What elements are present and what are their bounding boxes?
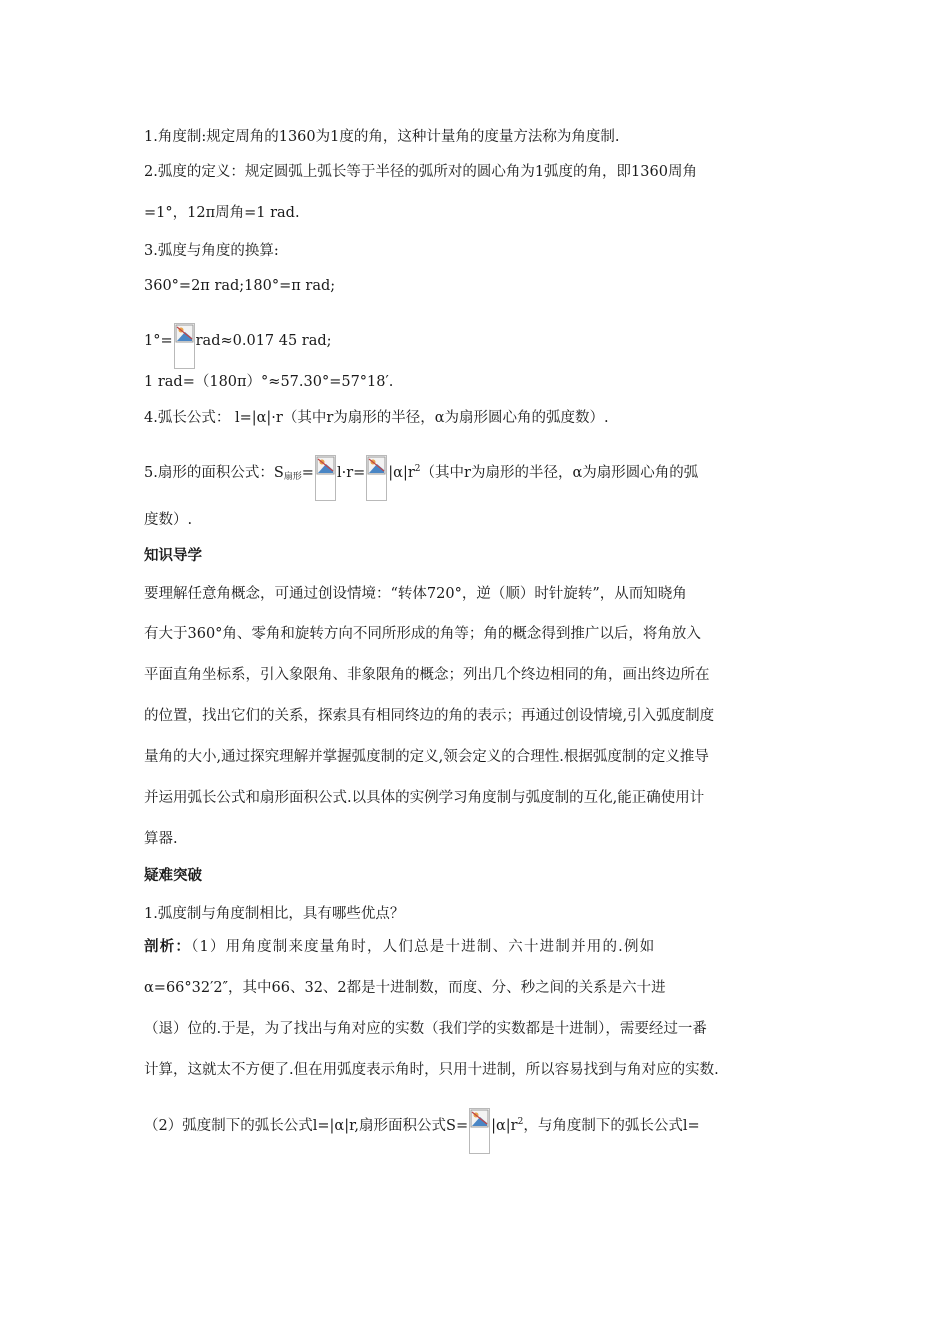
broken-image-icon (174, 323, 195, 369)
one-degree-value: rad≈0.017 45 rad; (195, 333, 332, 349)
knowledge-paragraph-line: 的位置，找出它们的关系，探索具有相同终边的角的表示；再通过创设情境,引入弧度制度 (144, 708, 715, 724)
conversion-formula-2 (144, 323, 812, 369)
analysis-label: 剖析： (144, 939, 192, 955)
sector-lr: l·r= (336, 465, 366, 481)
analysis-paragraph-line: α=66°32′2″，其中66、32、2都是十进制数，而度、分、秒之间的关系是六十进 (144, 980, 666, 996)
one-degree-label: 1°= (144, 333, 173, 349)
one-radian-formula: 1 rad=（180π）°≈57.30°=57°18′. (144, 374, 394, 390)
knowledge-paragraph-line: 算器. (144, 831, 178, 847)
analysis-paragraph-line: （退）位的.于是，为了找出与角对应的实数（我们学的实数都是十进制），需要经过一番 (144, 1021, 707, 1037)
section-heading-knowledge: 知识导学 (144, 548, 202, 564)
knowledge-paragraph-line: 平面直角坐标系，引入象限角、非象限角的概念；列出几个终边相同的角，画出终边所在 (144, 667, 710, 683)
formula-compare-text: ，与角度制下的弧长公式l= (523, 1118, 700, 1134)
knowledge-paragraph-line: 并运用弧长公式和扇形面积公式.以具体的实例学习角度制与弧度制的互化,能正确使用计 (144, 790, 705, 806)
conversion-formula-1: 360°=2π rad;180°=π rad; (144, 278, 336, 294)
sector-alpha-r: |α|r (388, 465, 415, 481)
broken-image-icon (469, 1108, 490, 1154)
broken-image-icon (315, 455, 336, 501)
conversion-heading: 3.弧度与角度的换算: (144, 243, 279, 259)
analysis-text: （1）用角度制来度量角时，人们总是十进制、六十进制并用的.例如 (191, 939, 656, 955)
broken-image-icon (366, 455, 387, 501)
equals-sign: = (301, 465, 314, 481)
sector-explanation-cont: 度数）. (144, 512, 193, 528)
formula-text: （2）弧度制下的弧长公式l=|α|r,扇形面积公式S= (144, 1118, 469, 1134)
knowledge-paragraph-line: 量角的大小,通过探究理解并掌握弧度制的定义,领会定义的合理性.根据弧度制的定义推导 (144, 749, 709, 765)
knowledge-paragraph-line: 有大于360°角、零角和旋转方向不同所形成的角等；角的概念得到推广以后，将角放入 (144, 626, 701, 642)
question-1: 1.弧度制与角度制相比，具有哪些优点？ (144, 906, 405, 922)
analysis-paragraph-line: 计算，这就太不方便了.但在用弧度表示角时，只用十进制，所以容易找到与角对应的实数. (144, 1062, 719, 1078)
squared-superscript: 2 (517, 1117, 524, 1127)
analysis-formula-line (144, 1108, 812, 1154)
knowledge-paragraph-line: 要理解任意角概念，可通过创设情境：“转体720°，逆（顺）时针旋转”，从而知晓角 (144, 586, 687, 602)
sector-area-label: 5.扇形的面积公式：S (144, 465, 284, 481)
sector-area-formula (144, 455, 812, 501)
radian-definition: 2.弧度的定义：规定圆弧上弧长等于半径的弧所对的圆心角为1弧度的角，即1360周角 (144, 164, 697, 180)
arc-length-formula: 4.弧长公式： l=|α|·r（其中r为扇形的半径，α为扇形圆心角的弧度数）. (144, 410, 609, 426)
angle-system-definition: 1.角度制:规定周角的1360为1度的角，这种计量角的度量方法称为角度制. (144, 129, 620, 145)
formula-alpha-r: |α|r (491, 1118, 518, 1134)
squared-superscript: 2 (414, 464, 421, 474)
analysis-line (144, 937, 812, 957)
section-heading-difficulty: 疑难突破 (144, 868, 202, 884)
sector-explanation: （其中r为扇形的半径，α为扇形圆心角的弧 (420, 465, 699, 481)
radian-definition-cont: =1°，12π周角=1 rad. (144, 205, 300, 221)
sector-subscript: 扇形 (283, 472, 302, 482)
